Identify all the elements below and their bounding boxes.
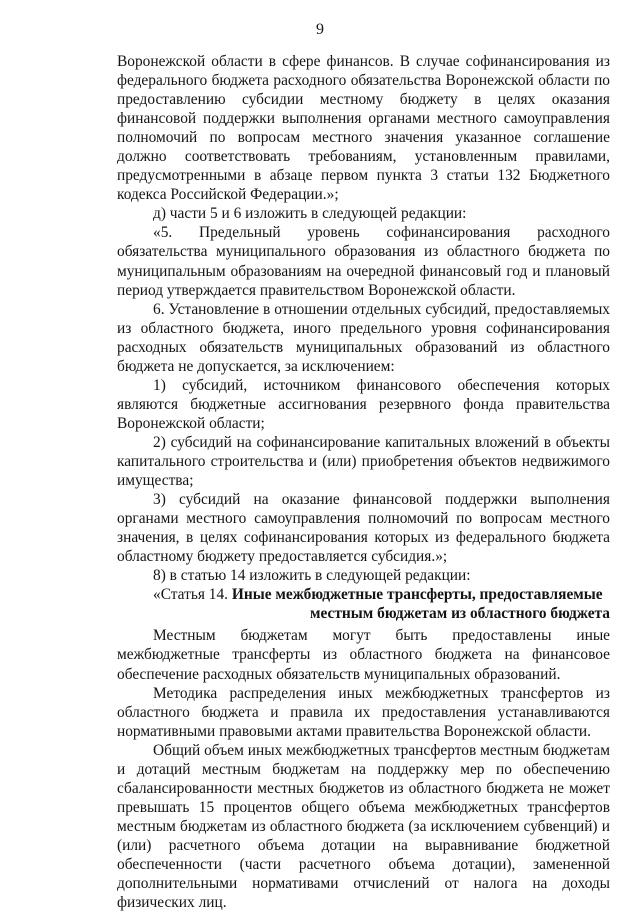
paragraph: 6. Установление в отношении отдельных субсидий, предоставляемых из областного бюджета, иного предельного уровня софинансирования расходных обязательств муниципальных образований из областного бюджета не допускается, за исключением: [117,300,610,375]
page-number: 9 [316,21,324,38]
article-heading [117,585,610,623]
paragraph: 8) в статью 14 изложить в следующей редакции: [153,567,471,585]
list-item: 2) субсидий на софинансирование капитальных вложений в объекты капитального строительства и (или) приобретения объектов недвижимого имущества; [117,433,610,490]
article-title-continued: местным бюджетам из областного бюджета [310,605,610,623]
paragraph: Методика распределения иных межбюджетных трансфертов из областного бюджета и правила их предоставления устанавливаются нормативными правовыми актами правительства Воронежской области. [117,684,610,740]
document-body [117,52,610,912]
list-item: 3) субсидий на оказание финансовой поддержки выполнения органами местного самоуправления полномочий по вопросам местного значения, в целях софинансирования которых из федерального бюджета областному бюджету предоставляется субсидия.»; [117,491,610,566]
paragraph: Местным бюджетам могут быть предоставлены иные межбюджетные трансферты из областного бюджета на финансовое обеспечение расходных обязательств муниципальных образований. [117,627,610,683]
article-heading-line [117,585,610,604]
list-item: 1) субсидий, источником финансового обеспечения которых являются бюджетные ассигнования резервного фонда правительства Воронежской области; [117,376,610,432]
article-number: «Статья 14. [153,586,232,604]
paragraph: д) части 5 и 6 изложить в следующей редакции: [153,205,467,223]
paragraph: Общий объем иных межбюджетных трансфертов местным бюджетам и дотаций местным бюджетам на поддержку мер по обеспечению сбалансированности местных бюджетов из областного бюджета не может превышать 15 процентов общего объема межбюджетных трансфертов местным бюджетам из областного бюджета (за исключением субвенций) и (или) расчетного объема дотации на выравнивание бюджетной обеспеченности (части расчетного объема дотации), замененной дополнительными нормативами отчислений от налога на доходы физических лиц. [117,741,610,912]
paragraph: «5. Предельный уровень софинансирования расходного обязательства муниципального образования из областного бюджета по муниципальным образованиям на очередной финансовый год и плановый период утверждается правительством Воронежской области. [117,224,610,299]
article-title: Иные межбюджетные трансферты, предоставляемые [231,586,603,604]
paragraph: Воронежской области в сфере финансов. В случае софинансирования из федерального бюджета расходного обязательства Воронежской области по предоставлению субсидии местному бюджету в целях оказания финансовой поддержки выполнения органами местного самоуправления полномочий по вопросам местного значения указанное соглашение должно соответствовать требованиям, установленным правилами, предусмотренными в абзаце первом пункта 3 статьи 132 Бюджетного кодекса Российской Федерации.»; [117,53,610,204]
